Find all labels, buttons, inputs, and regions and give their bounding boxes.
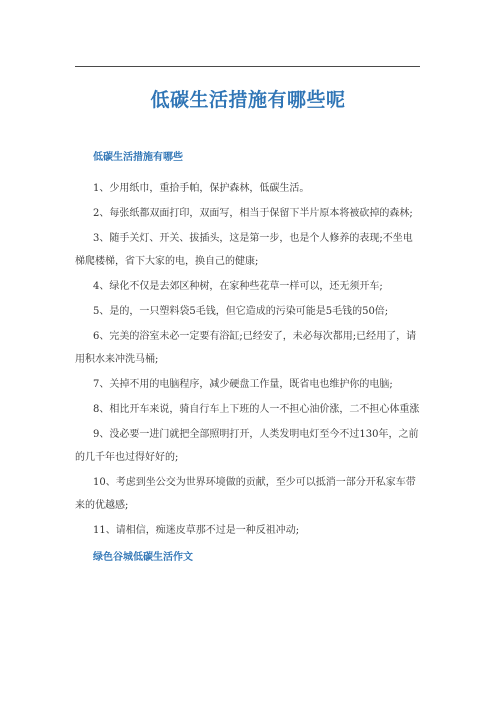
section-heading: 绿色谷城低碳生活作文: [93, 552, 193, 563]
section-heading: 低碳生活措施有哪些: [93, 152, 183, 163]
document-body: [75, 150, 420, 577]
list-item: 2、每张纸都双面打印，双面写，相当于保留下半片原本将被砍掉的森林;: [93, 208, 413, 219]
document-title: 低碳生活措施有哪些呢: [150, 89, 346, 111]
header-rule: [75, 66, 420, 67]
list-item: 9、没必要一进门就把全部照明打开，人类发明电灯至今不过130年，之前的几千年也过得好好的;: [75, 429, 419, 463]
list-item: 5、是的，一只塑料袋5毛钱，但它造成的污染可能是5毛钱的50倍;: [93, 306, 389, 317]
list-item: 7、关掉不用的电脑程序，减少硬盘工作量，既省电也维护你的电脑;: [93, 379, 393, 390]
list-item: 1、少用纸巾，重拾手帕，保护森林，低碳生活。: [93, 183, 310, 194]
list-item: 11、请相信，痴迷皮草那不过是一种反祖冲动;: [93, 525, 300, 536]
list-item: 3、随手关灯、开关、拔插头，这是第一步，也是个人修养的表现;不坐电梯爬楼梯，省下大家的电，换自己的健康;: [75, 233, 413, 267]
list-item: 10、考虑到坐公交为世界环境做的贡献，至少可以抵消一部分开私家车带来的优越感;: [75, 477, 416, 511]
list-item: 4、绿化不仅是去郊区种树，在家种些花草一样可以，还无须开车;: [93, 281, 383, 292]
list-item: 8、相比开车来说，骑自行车上下班的人一不担心油价涨，二不担心体重涨: [93, 404, 420, 415]
list-item: 6、完美的浴室未必一定要有浴缸;已经安了，未必每次都用;已经用了，请用积水来冲洗马桶;: [75, 331, 417, 365]
